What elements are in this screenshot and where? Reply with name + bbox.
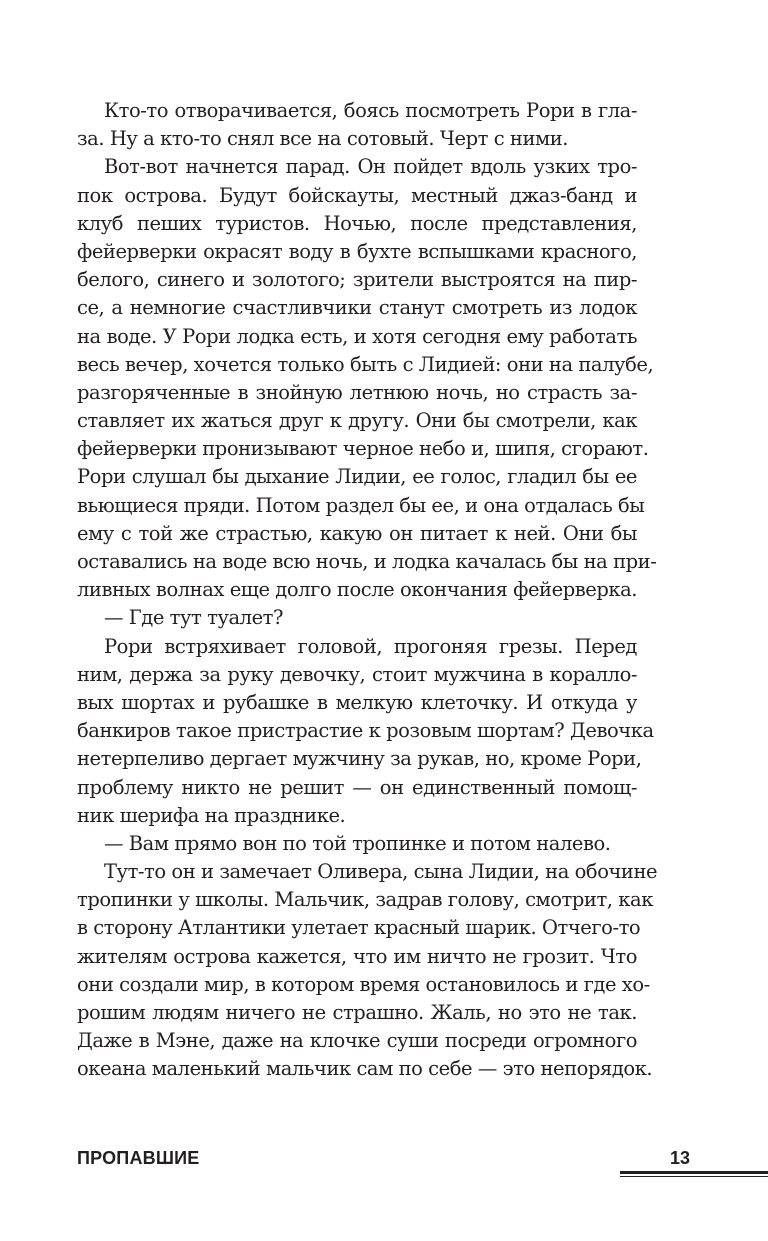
text-line: разгоряченные в знойную летнюю ночь, но страсть за- [77, 380, 637, 404]
text-line: рошим людям ничего не страшно. Жаль, но это не так. [77, 1001, 637, 1024]
footer-rule-thick [620, 1171, 768, 1174]
text-line: жителям острова кажется, что им ничто не грозит. Что [77, 944, 637, 968]
text-line: за. Ну а кто-то снял все на сотовый. Черт с ними. [77, 127, 569, 151]
text-line: в сторону Атлантики улетает красный шарик. Отчего-то [77, 916, 641, 940]
text-line: се, а немногие счастливчики станут смотреть из лодок [77, 296, 637, 320]
text-line: фейерверки пронизывают черное небо и, шипя, сгорают. [77, 437, 649, 461]
text-line: оставались на воде всю ночь, и лодка качалась бы на при- [77, 550, 657, 573]
text-line: океана маленький мальчик сам по себе — это непорядок. [77, 1057, 653, 1081]
text-line: клуб пеших туристов. Ночью, после представления, [77, 211, 637, 235]
text-line: они создали мир, в котором время остановилось и где хо- [77, 972, 650, 996]
text-line: Тут-то он и замечает Оливера, сына Лидии, на обочине [104, 860, 658, 884]
text-line: тропинки у школы. Мальчик, задрав голову, смотрит, как [77, 888, 653, 912]
text-line: весь вечер, хочется только быть с Лидией: они на палубе, [77, 352, 654, 376]
text-line: Кто-то отворачивается, боясь посмотреть Рори в гла- [104, 99, 637, 122]
text-line: пок острова. Будут бойскауты, местный джаз-банд и [77, 183, 637, 207]
text-line: ливных волнах еще долго после окончания фейерверка. [77, 578, 638, 602]
text-line: банкиров такое пристрастие к розовым шортам? Девочка [77, 719, 654, 743]
footer-rule-thin [620, 1176, 768, 1177]
page-number: 13 [669, 1148, 691, 1168]
text-line: ник шерифа на празднике. [77, 803, 346, 827]
text-line: Рори встряхивает головой, прогоняя грезы. Перед [104, 634, 637, 658]
text-line: на воде. У Рори лодка есть, и хотя сегодня ему работать [77, 324, 637, 348]
text-line: вых шортах и рубашке в мелкую клеточку. И откуда у [77, 690, 637, 714]
text-line: проблему никто не решит — он единственный помощ- [77, 775, 637, 799]
text-line: ставляет их жаться друг к другу. Они бы смотрели, как [77, 409, 637, 433]
text-line: вьющиеся пряди. Потом раздел бы ее, и она отдалась бы [77, 493, 645, 517]
body-text [77, 97, 658, 1084]
text-line: Вот-вот начнется парад. Он пойдет вдоль узких тро- [104, 155, 637, 179]
text-line: Даже в Мэне, даже на клочке суши посреди огромного [77, 1029, 637, 1053]
text-line: нетерпеливо дергает мужчину за рукав, но, кроме Рори, [77, 747, 642, 771]
text-line: — Где тут туалет? [104, 606, 284, 630]
text-line: ним, держа за руку девочку, стоит мужчина в коралло- [77, 662, 637, 686]
text-line: ему с той же страстью, какую он питает к ней. Они бы [77, 521, 637, 545]
text-line: — Вам прямо вон по той тропинке и потом налево. [104, 831, 611, 855]
running-footer-title: ПРОПАВШИЕ [77, 1148, 200, 1168]
text-line: фейерверки окрасят воду в бухте вспышками красного, [77, 239, 637, 263]
text-line: Рори слушал бы дыхание Лидии, ее голос, гладил бы ее [77, 465, 637, 489]
text-line: белого, синего и золотого; зрители выстроятся на пир- [77, 268, 637, 292]
